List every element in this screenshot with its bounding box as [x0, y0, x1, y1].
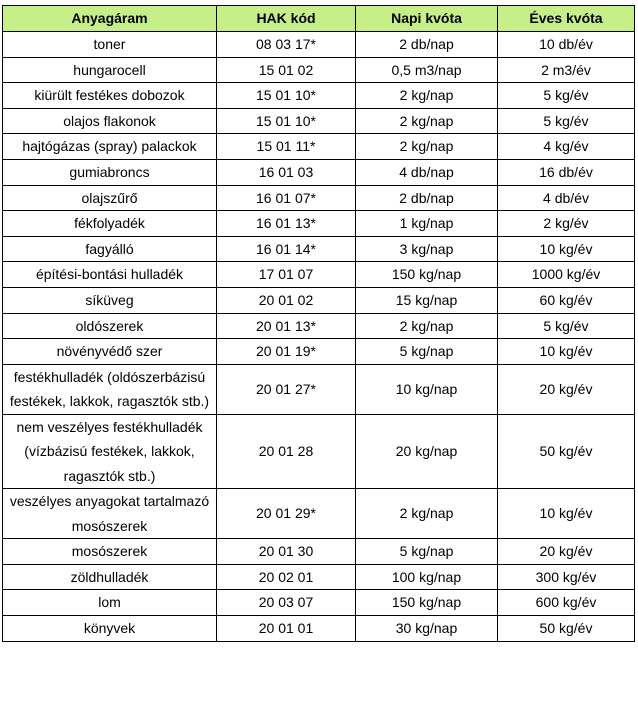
- cell-hak-code: 16 01 03: [217, 159, 356, 185]
- cell-daily-quota: 2 kg/nap: [356, 489, 498, 539]
- cell-yearly-quota: 4 kg/év: [498, 134, 635, 160]
- table-row: [3, 236, 635, 262]
- table-row: [3, 489, 635, 539]
- cell-hak-code: 20 01 13*: [217, 313, 356, 339]
- table-row: [3, 414, 635, 489]
- cell-yearly-quota: 16 db/év: [498, 159, 635, 185]
- cell-hak-code: 15 01 10*: [217, 108, 356, 134]
- cell-yearly-quota: 2 m3/év: [498, 57, 635, 83]
- cell-material: lom: [3, 590, 217, 616]
- cell-hak-code: 20 01 27*: [217, 364, 356, 414]
- table-row: [3, 339, 635, 365]
- cell-daily-quota: 5 kg/nap: [356, 539, 498, 565]
- cell-hak-code: 20 01 30: [217, 539, 356, 565]
- table-row: [3, 590, 635, 616]
- header-hak-code: HAK kód: [217, 6, 356, 32]
- table-row: [3, 108, 635, 134]
- table-row: [3, 287, 635, 313]
- cell-yearly-quota: 10 db/év: [498, 32, 635, 58]
- cell-hak-code: 17 01 07: [217, 262, 356, 288]
- cell-yearly-quota: 1000 kg/év: [498, 262, 635, 288]
- cell-daily-quota: 1 kg/nap: [356, 211, 498, 237]
- table-header: [3, 6, 635, 32]
- cell-hak-code: 20 02 01: [217, 564, 356, 590]
- table-row: [3, 564, 635, 590]
- cell-material: fagyálló: [3, 236, 217, 262]
- cell-material: gumiabroncs: [3, 159, 217, 185]
- cell-daily-quota: 20 kg/nap: [356, 414, 498, 489]
- cell-daily-quota: 2 kg/nap: [356, 134, 498, 160]
- table-row: [3, 185, 635, 211]
- cell-yearly-quota: 5 kg/év: [498, 83, 635, 109]
- cell-yearly-quota: 60 kg/év: [498, 287, 635, 313]
- cell-yearly-quota: 50 kg/év: [498, 616, 635, 642]
- cell-yearly-quota: 10 kg/év: [498, 489, 635, 539]
- cell-material: hungarocell: [3, 57, 217, 83]
- cell-daily-quota: 0,5 m3/nap: [356, 57, 498, 83]
- cell-hak-code: 16 01 07*: [217, 185, 356, 211]
- cell-material: festékhulladék (oldószerbázisú festékek, lakkok, ragasztók stb.): [3, 364, 217, 414]
- cell-hak-code: 16 01 14*: [217, 236, 356, 262]
- table-row: [3, 32, 635, 58]
- cell-material: veszélyes anyagokat tartalmazó mosószerek: [3, 489, 217, 539]
- cell-yearly-quota: 20 kg/év: [498, 539, 635, 565]
- table-row: [3, 616, 635, 642]
- cell-hak-code: 20 01 28: [217, 414, 356, 489]
- cell-hak-code: 16 01 13*: [217, 211, 356, 237]
- table-row: [3, 211, 635, 237]
- cell-material: fékfolyadék: [3, 211, 217, 237]
- cell-hak-code: 20 01 02: [217, 287, 356, 313]
- table-row: [3, 57, 635, 83]
- cell-material: növényvédő szer: [3, 339, 217, 365]
- cell-yearly-quota: 10 kg/év: [498, 236, 635, 262]
- cell-yearly-quota: 5 kg/év: [498, 108, 635, 134]
- cell-material: síküveg: [3, 287, 217, 313]
- cell-material: építési-bontási hulladék: [3, 262, 217, 288]
- cell-daily-quota: 10 kg/nap: [356, 364, 498, 414]
- cell-daily-quota: 150 kg/nap: [356, 262, 498, 288]
- cell-material: oldószerek: [3, 313, 217, 339]
- cell-daily-quota: 2 kg/nap: [356, 313, 498, 339]
- cell-hak-code: 20 01 19*: [217, 339, 356, 365]
- cell-yearly-quota: 50 kg/év: [498, 414, 635, 489]
- cell-yearly-quota: 600 kg/év: [498, 590, 635, 616]
- cell-daily-quota: 15 kg/nap: [356, 287, 498, 313]
- waste-quota-table: [2, 5, 635, 642]
- cell-daily-quota: 100 kg/nap: [356, 564, 498, 590]
- cell-daily-quota: 2 db/nap: [356, 185, 498, 211]
- cell-hak-code: 20 03 07: [217, 590, 356, 616]
- cell-daily-quota: 2 kg/nap: [356, 108, 498, 134]
- cell-yearly-quota: 300 kg/év: [498, 564, 635, 590]
- header-yearly-quota: Éves kvóta: [498, 6, 635, 32]
- header-material: Anyagáram: [3, 6, 217, 32]
- cell-daily-quota: 150 kg/nap: [356, 590, 498, 616]
- cell-material: olajszűrő: [3, 185, 217, 211]
- cell-hak-code: 20 01 29*: [217, 489, 356, 539]
- cell-daily-quota: 5 kg/nap: [356, 339, 498, 365]
- cell-yearly-quota: 4 db/év: [498, 185, 635, 211]
- cell-daily-quota: 3 kg/nap: [356, 236, 498, 262]
- cell-hak-code: 08 03 17*: [217, 32, 356, 58]
- cell-daily-quota: 2 db/nap: [356, 32, 498, 58]
- table-row: [3, 539, 635, 565]
- header-daily-quota: Napi kvóta: [356, 6, 498, 32]
- table-row: [3, 364, 635, 414]
- cell-daily-quota: 30 kg/nap: [356, 616, 498, 642]
- table-row: [3, 159, 635, 185]
- table-row: [3, 83, 635, 109]
- cell-hak-code: 15 01 10*: [217, 83, 356, 109]
- cell-material: toner: [3, 32, 217, 58]
- cell-material: kiürült festékes dobozok: [3, 83, 217, 109]
- table-row: [3, 313, 635, 339]
- cell-yearly-quota: 10 kg/év: [498, 339, 635, 365]
- cell-material: mosószerek: [3, 539, 217, 565]
- cell-material: olajos flakonok: [3, 108, 217, 134]
- cell-yearly-quota: 5 kg/év: [498, 313, 635, 339]
- cell-yearly-quota: 20 kg/év: [498, 364, 635, 414]
- cell-hak-code: 20 01 01: [217, 616, 356, 642]
- cell-daily-quota: 2 kg/nap: [356, 83, 498, 109]
- cell-hak-code: 15 01 02: [217, 57, 356, 83]
- cell-material: nem veszélyes festékhulladék (vízbázisú festékek, lakkok, ragasztók stb.): [3, 414, 217, 489]
- header-row: [3, 6, 635, 32]
- cell-material: hajtógázas (spray) palackok: [3, 134, 217, 160]
- cell-daily-quota: 4 db/nap: [356, 159, 498, 185]
- cell-material: könyvek: [3, 616, 217, 642]
- table-row: [3, 262, 635, 288]
- cell-material: zöldhulladék: [3, 564, 217, 590]
- table-row: [3, 134, 635, 160]
- cell-hak-code: 15 01 11*: [217, 134, 356, 160]
- table-body: [3, 32, 635, 642]
- cell-yearly-quota: 2 kg/év: [498, 211, 635, 237]
